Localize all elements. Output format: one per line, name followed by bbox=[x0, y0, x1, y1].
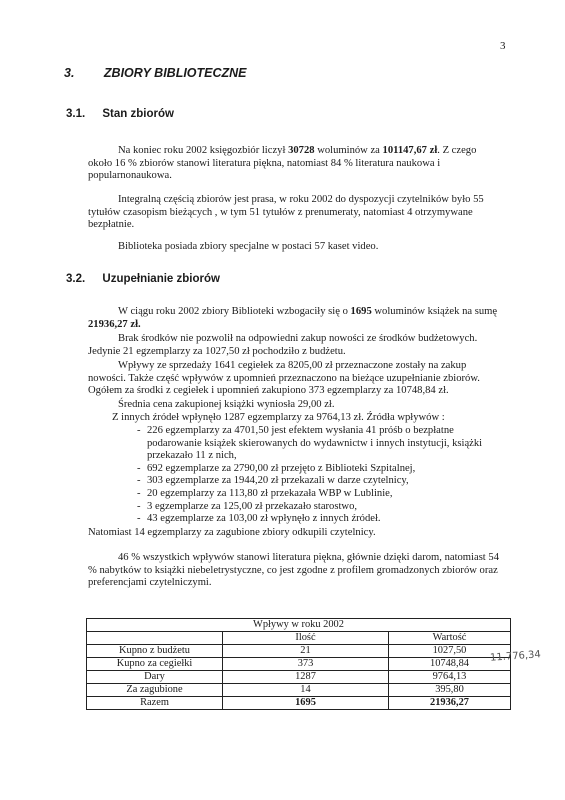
table-total-row: Razem 1695 21936,27 bbox=[87, 697, 511, 710]
sources-list bbox=[137, 425, 499, 526]
table-header: Ilość Wartość bbox=[87, 632, 511, 645]
section-heading bbox=[64, 66, 247, 80]
section-number: 3. bbox=[64, 66, 75, 80]
income-table bbox=[86, 618, 511, 710]
subsection-title: Uzupełnianie zbiorów bbox=[102, 273, 220, 285]
subsection-number: 3.2. bbox=[66, 273, 86, 285]
paragraph: Na koniec roku 2002 księgozbiór liczył 30728 woluminów za 101147,67 zł. Z czego około 16 % zbiorów stanowi literatura piękna, natomiast 84 % literatura naukowa i popularnonaukowa. bbox=[88, 145, 477, 182]
handwritten-note: 11.776,34 bbox=[489, 649, 542, 664]
paragraph: Brak środków nie pozwolił na odpowiedni zakup nowości ze środków budżetowych. Jedynie 21 egzemplarzy za 1027,50 zł pochodziło z budżetu. bbox=[88, 333, 478, 357]
paragraph: Integralną częścią zbiorów jest prasa, w roku 2002 do dyspozycji czytelników było 55 tytułów czasopism bieżących , w tym 51 tytułów z prenumeraty, natomiast 4 otrzymywane bezpłatnie. bbox=[88, 194, 484, 231]
paragraph: Natomiast 14 egzemplarzy za zagubione zbiory odkupili czytelnicy. bbox=[88, 527, 376, 538]
list-item: - 3 egzemplarze za 125,00 zł przekazało starostwo, bbox=[137, 501, 499, 514]
list-item: - 226 egzemplarzy za 4701,50 jest efektem wysłania 41 próśb o bezpłatne podarowanie książek skierowanych do wydawnictw i innych instytucji, książki przekazało 11 z nich, bbox=[137, 425, 499, 463]
subsection-heading-2 bbox=[66, 273, 220, 285]
table-row: Kupno z budżetu 21 1027,50 bbox=[87, 645, 511, 658]
subsection-number: 3.1. bbox=[66, 108, 86, 120]
table-row: Za zagubione 14 395,80 bbox=[87, 684, 511, 697]
paragraph: 46 % wszystkich wpływów stanowi literatura piękna, głównie dzięki darom, natomiast 54 % nabytków to książki niebeletrystyczne, co jest zgodne z profilem gromadzonych zbiorów oraz preferencjami czytelniczymi. bbox=[88, 552, 499, 589]
paragraph: W ciągu roku 2002 zbiory Biblioteki wzbogaciły się o 1695 woluminów książek na sumę 21936,27 zł. bbox=[88, 306, 498, 330]
paragraph: Biblioteka posiada zbiory specjalne w postaci 57 kaset video. bbox=[118, 241, 379, 252]
table-row: Kupno za cegiełki 373 10748,84 bbox=[87, 658, 511, 671]
page-number: 3 bbox=[500, 40, 506, 52]
list-item: - 692 egzemplarze za 2790,00 zł przejęto z Biblioteki Szpitalnej, bbox=[137, 463, 499, 476]
table-row: Dary 1287 9764,13 bbox=[87, 671, 511, 684]
subsection-title: Stan zbiorów bbox=[102, 108, 174, 120]
list-item: - 43 egzemplarze za 103,00 zł wpłynęło z innych źródeł. bbox=[137, 513, 499, 526]
table-title: Wpływy w roku 2002 bbox=[87, 619, 511, 632]
list-item: - 20 egzemplarzy za 113,80 zł przekazała WBP w Lublinie, bbox=[137, 488, 499, 501]
paragraph: Z innych źródeł wpłynęło 1287 egzemplarzy za 9764,13 zł. Źródła wpływów : bbox=[112, 412, 445, 423]
paragraph: Średnia cena zakupionej książki wyniosła 29,00 zł. bbox=[118, 399, 335, 410]
section-title: ZBIORY BIBLIOTECZNE bbox=[103, 66, 247, 80]
subsection-heading-1 bbox=[66, 108, 174, 120]
paragraph: Wpływy ze sprzedaży 1641 cegiełek za 8205,00 zł przeznaczone zostały na zakup nowości. Także część wpływów z upomnień przeznaczono na bieżące uzupełnianie zbiorów. Ogółem za środki z cegiełek i upomnień zakupiono 373 egzemplarzy za 10748,84 zł. bbox=[88, 360, 480, 397]
list-item: - 303 egzemplarze za 1944,20 zł przekazali w darze czytelnicy, bbox=[137, 475, 499, 488]
